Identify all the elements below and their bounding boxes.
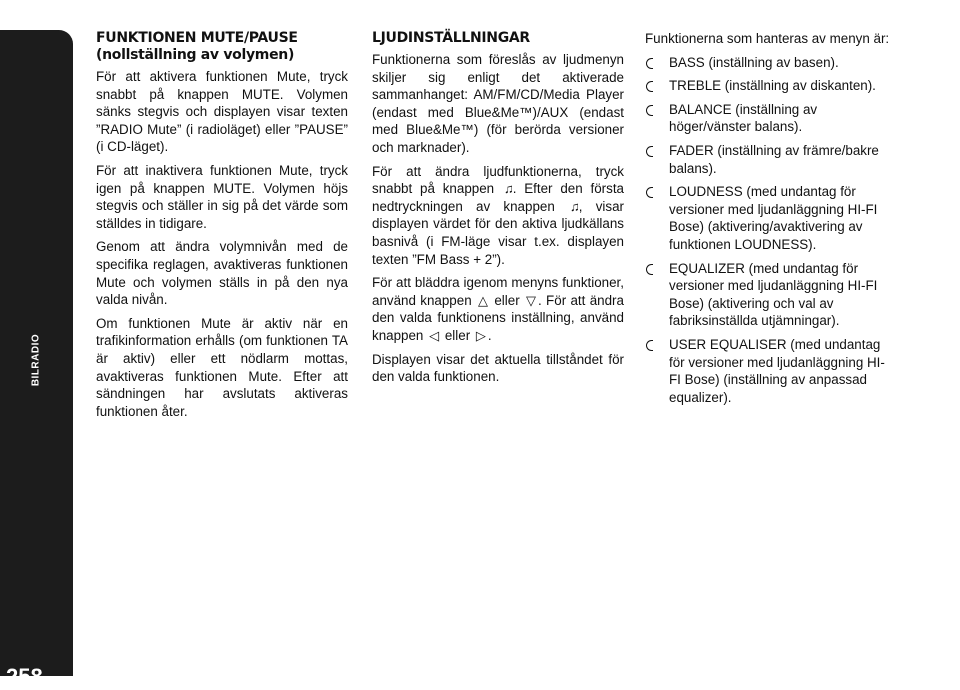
text-fragment: , visar displayen värdet för den aktiva ljudkällans basnivå (i FM-läge visar t.ex. displayen texten ”FM Bass + 2”).: [372, 198, 624, 267]
section-label: BILRADIO: [30, 333, 42, 387]
paragraph: [372, 274, 624, 344]
column-audio-settings: [372, 30, 624, 392]
list-item: FADER (inställning av främre/bakre balans).: [645, 142, 895, 177]
heading-line-2: (nollställning av volymen): [96, 47, 295, 63]
text-fragment: För att bläddra igenom menyns funktioner, använd knappen: [372, 275, 624, 308]
text-fragment: eller: [444, 327, 471, 343]
column-mute-pause: [96, 30, 348, 426]
triangle-right-icon: ▷: [475, 327, 486, 343]
list-item: LOUDNESS (med undantag för versioner med ljudanläggning HI-FI Bose) (aktivering/avaktivering av funktionen LOUDNESS).: [645, 183, 895, 253]
intro-text: Funktionerna som hanteras av menyn är:: [645, 31, 890, 46]
list-item: EQUALIZER (med undantag för versioner med ljudanläggning HI-FI Bose) (aktivering och val av fabriksinställda utjämningar).: [645, 260, 895, 330]
column-menu-functions: [645, 30, 895, 412]
paragraph: [372, 163, 624, 269]
music-notes-icon: ♫: [570, 198, 577, 214]
triangle-up-icon: △: [478, 292, 488, 308]
list-item: TREBLE (inställning av diskanten).: [645, 77, 895, 95]
list-item: BASS (inställning av basen).: [645, 54, 895, 72]
heading-mute-pause: [96, 30, 348, 64]
heading-audio-settings: LJUDINSTÄLLNINGAR: [372, 30, 530, 46]
triangle-left-icon: ◁: [429, 327, 440, 343]
text-fragment: För att ändra ljudfunktionerna, tryck snabbt på knappen: [372, 163, 624, 197]
text-fragment: . Efter den första nedtryckningen av knappen: [372, 181, 624, 214]
list-item: USER EQUALISER (med undantag för versioner med ljudanläggning HI-FI Bose) (inställning av anpassad equalizer).: [645, 336, 895, 406]
function-list: [645, 54, 895, 407]
text-fragment: . För att ändra den valda funktionens inställning, använd knappen: [372, 292, 624, 343]
text-fragment: .: [487, 327, 492, 343]
heading-line-1: FUNKTIONEN MUTE/PAUSE: [96, 30, 298, 46]
paragraph: Genom att ändra volymnivån med de specifika reglagen, avaktiveras funktionen Mute och volymen ställs in på den nya valda nivån.: [96, 239, 348, 308]
paragraph: För att inaktivera funktionen Mute, tryck igen på knappen MUTE. Volymen höjs stegvis och ställer in sig på det värde som ställdes in tidigare.: [96, 162, 348, 231]
page-number: 258: [6, 664, 43, 689]
paragraph: För att aktivera funktionen Mute, tryck snabbt på knappen MUTE. Volymen sänks stegvis och displayen visar texten ”RADIO Mute” (i radioläget) eller ”PAUSE” (i CD-läget).: [96, 69, 348, 155]
triangle-down-icon: ▽: [526, 292, 536, 308]
paragraph: Funktionerna som föreslås av ljudmenyn skiljer sig enligt det aktiverade sammanhanget: AM/FM/CD/Media Player (endast med Blue&Me™)/AUX (endast med Blue&Me™) (för berörda versioner och marknader).: [372, 52, 624, 155]
list-item: BALANCE (inställning av höger/vänster balans).: [645, 101, 895, 136]
paragraph: Displayen visar det aktuella tillståndet för den valda funktionen.: [372, 351, 624, 385]
music-notes-icon: ♫: [503, 181, 511, 197]
text-fragment: eller: [494, 292, 520, 308]
side-tab: [0, 30, 73, 689]
paragraph: Om funktionen Mute är aktiv när en trafikinformation erhålls (om funktionen TA är aktiv) eller ett nödlarm mottas, avaktiveras funktionen Mute. Efter att sändningen har avslutats aktiveras funktionen åter.: [96, 315, 348, 419]
